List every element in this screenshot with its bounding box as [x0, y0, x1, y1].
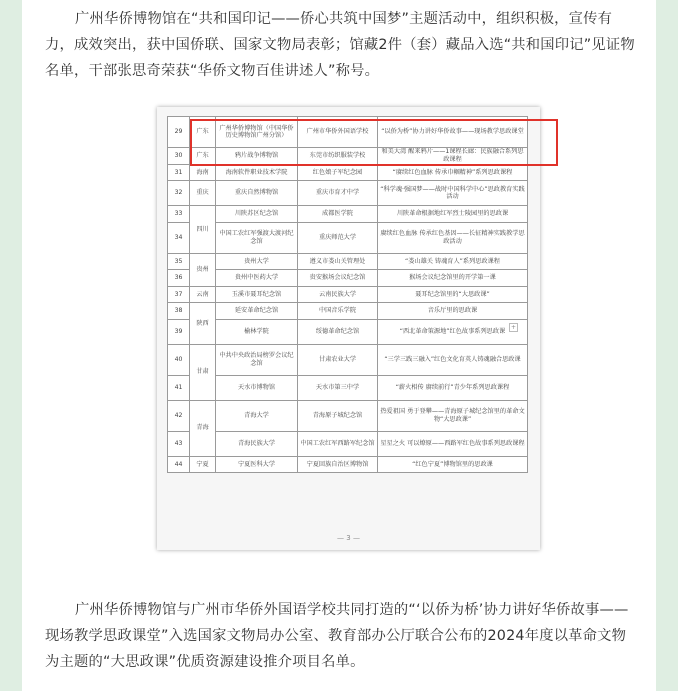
row-province: 海南: [190, 164, 216, 181]
expand-icon: +: [510, 324, 517, 331]
table-row: [168, 319, 528, 344]
row-museum: 贵州大学: [216, 253, 298, 270]
project-list-table: [167, 116, 528, 473]
table-row: [168, 222, 528, 253]
row-province: 广东: [190, 148, 216, 165]
row-project: “三学三践三融入”红色文化育英人铸魂融合思政课: [378, 344, 528, 375]
row-school: 宁夏回族自治区博物馆: [298, 456, 378, 473]
row-project: 热爱祖国 勇于登攀——青海原子城纪念馆里的革命文物“大思政课”: [378, 400, 528, 431]
row-number: 36: [168, 270, 190, 287]
row-museum: 重庆自然博物馆: [216, 181, 298, 206]
row-number: 39: [168, 319, 190, 344]
row-school: 天水市第三中学: [298, 375, 378, 400]
row-museum: 天水市博物馆: [216, 375, 298, 400]
row-project: “科学魂·强国梦——战时中国科学中心”思政教育实践活动: [378, 181, 528, 206]
row-museum: 中国工农红军强渡大渡河纪念馆: [216, 222, 298, 253]
row-province: 陕西: [190, 303, 216, 345]
row-number: 35: [168, 253, 190, 270]
row-province: 重庆: [190, 181, 216, 206]
row-number: 37: [168, 286, 190, 303]
row-school: 绥德革命纪念馆: [298, 319, 378, 344]
table-row: [168, 286, 528, 303]
document-page: [167, 116, 527, 473]
intro-paragraph: 广州华侨博物馆在“共和国印记——侨心共筑中国梦”主题活动中，组织积极，宣传有力，成效突出，获中国侨联、国家文物局表彰；馆藏2件（套）藏品入选“共和国印记”见证物名单，干部张思奇荣获“华侨文物百佳讲述人”称号。: [45, 11, 635, 79]
row-school: 青海原子城纪念馆: [298, 400, 378, 431]
row-project: “西北革命策源地”红色故事系列思政课: [378, 319, 528, 344]
row-number: 40: [168, 344, 190, 375]
article-content: [22, 0, 656, 691]
row-museum: 青海民族大学: [216, 431, 298, 456]
row-school: 成都医学院: [298, 206, 378, 223]
row-museum: 海南软件职业技术学院: [216, 164, 298, 181]
row-project: 星星之火 可以燎原——西路军红色故事系列思政课程: [378, 431, 528, 456]
row-school: 云南民族大学: [298, 286, 378, 303]
row-museum: 玉溪市聂耳纪念馆: [216, 286, 298, 303]
table-row: [168, 303, 528, 320]
red-highlight-box: [190, 119, 558, 166]
row-number: 34: [168, 222, 190, 253]
table-row: [168, 181, 528, 206]
row-school: 中国音乐学院: [298, 303, 378, 320]
row-number: 41: [168, 375, 190, 400]
table-row: [168, 431, 528, 456]
row-number: 38: [168, 303, 190, 320]
row-number: 29: [168, 117, 190, 148]
table-row: [168, 400, 528, 431]
row-province: 云南: [190, 286, 216, 303]
scanned-document-image: [157, 107, 540, 550]
row-number: 30: [168, 148, 190, 165]
table-row: [168, 253, 528, 270]
table-row: [168, 206, 528, 223]
row-number: 42: [168, 400, 190, 431]
row-province: 甘肃: [190, 344, 216, 400]
row-project: 聂耳纪念馆里的“大思政课”: [378, 286, 528, 303]
row-number: 44: [168, 456, 190, 473]
row-museum: 广州华侨博物馆（中国华侨历史博物馆广州分馆）: [216, 117, 298, 148]
table-row: [168, 456, 528, 473]
row-museum: 延安革命纪念馆: [216, 303, 298, 320]
table-row: [168, 270, 528, 287]
row-school: 重庆师范大学: [298, 222, 378, 253]
row-museum: 宁夏医科大学: [216, 456, 298, 473]
row-project: 音乐厅里的思政课: [378, 303, 528, 320]
row-school: 红色娘子军纪念园: [298, 164, 378, 181]
row-project: “娄山雄关 铸魂育人”系列思政课程: [378, 253, 528, 270]
table-row: [168, 164, 528, 181]
row-project: 猴场会议纪念馆里的开学第一课: [378, 270, 528, 287]
row-museum: 川陕苏区纪念馆: [216, 206, 298, 223]
row-school: 广州市华侨外国语学校: [298, 117, 378, 148]
row-museum: 贵州中医药大学: [216, 270, 298, 287]
row-province: 广东: [190, 117, 216, 148]
row-museum: 中共中央政治局榜罗会议纪念馆: [216, 344, 298, 375]
row-province: 宁夏: [190, 456, 216, 473]
row-province: 青海: [190, 400, 216, 456]
page-number: — 3 —: [337, 534, 360, 542]
row-project: 川陕革命根据地红军烈士陵园里的思政课: [378, 206, 528, 223]
row-school: 中国工农红军西路军纪念馆: [298, 431, 378, 456]
project-paragraph: 广州华侨博物馆与广州市华侨外国语学校共同打造的“‘以侨为桥’协力讲好华侨故事——现场教学思政课堂”入选国家文物局办公室、教育部办公厅联合公布的2024年度以革命文物为主题的“大思政课”优质资源建设推介项目名单。: [45, 602, 629, 670]
row-school: 东莞市纺织服装学校: [298, 148, 378, 165]
row-project: 赓续红色血脉 传承红色基因——长征精神实践教学思政活动: [378, 222, 528, 253]
row-number: 31: [168, 164, 190, 181]
table-row: [168, 375, 528, 400]
row-project: “赓续红色血脉 传承巾帼精神”系列思政课程: [378, 164, 528, 181]
row-number: 43: [168, 431, 190, 456]
row-number: 33: [168, 206, 190, 223]
row-project: “红色宁夏”博物馆里的思政课: [378, 456, 528, 473]
row-project: “以侨为桥”协力讲好华侨故事——现场教学思政课堂: [378, 117, 528, 148]
table-row: [168, 344, 528, 375]
row-province: 四川: [190, 206, 216, 254]
row-school: 甘肃农业大学: [298, 344, 378, 375]
row-museum: 青海大学: [216, 400, 298, 431]
row-school: 贵安猴场会议纪念馆: [298, 270, 378, 287]
row-project: “薪火相传 赓续前行”青少年系列思政课程: [378, 375, 528, 400]
row-project: 和美大湾 醒来鸦片——1课程长廊：民族融合系列思政课程: [378, 148, 528, 165]
row-museum: 鸦片战争博物馆: [216, 148, 298, 165]
row-number: 32: [168, 181, 190, 206]
row-province: 贵州: [190, 253, 216, 286]
row-school: 重庆市育才中学: [298, 181, 378, 206]
row-school: 遵义市娄山关管理处: [298, 253, 378, 270]
row-museum: 榆林学院: [216, 319, 298, 344]
